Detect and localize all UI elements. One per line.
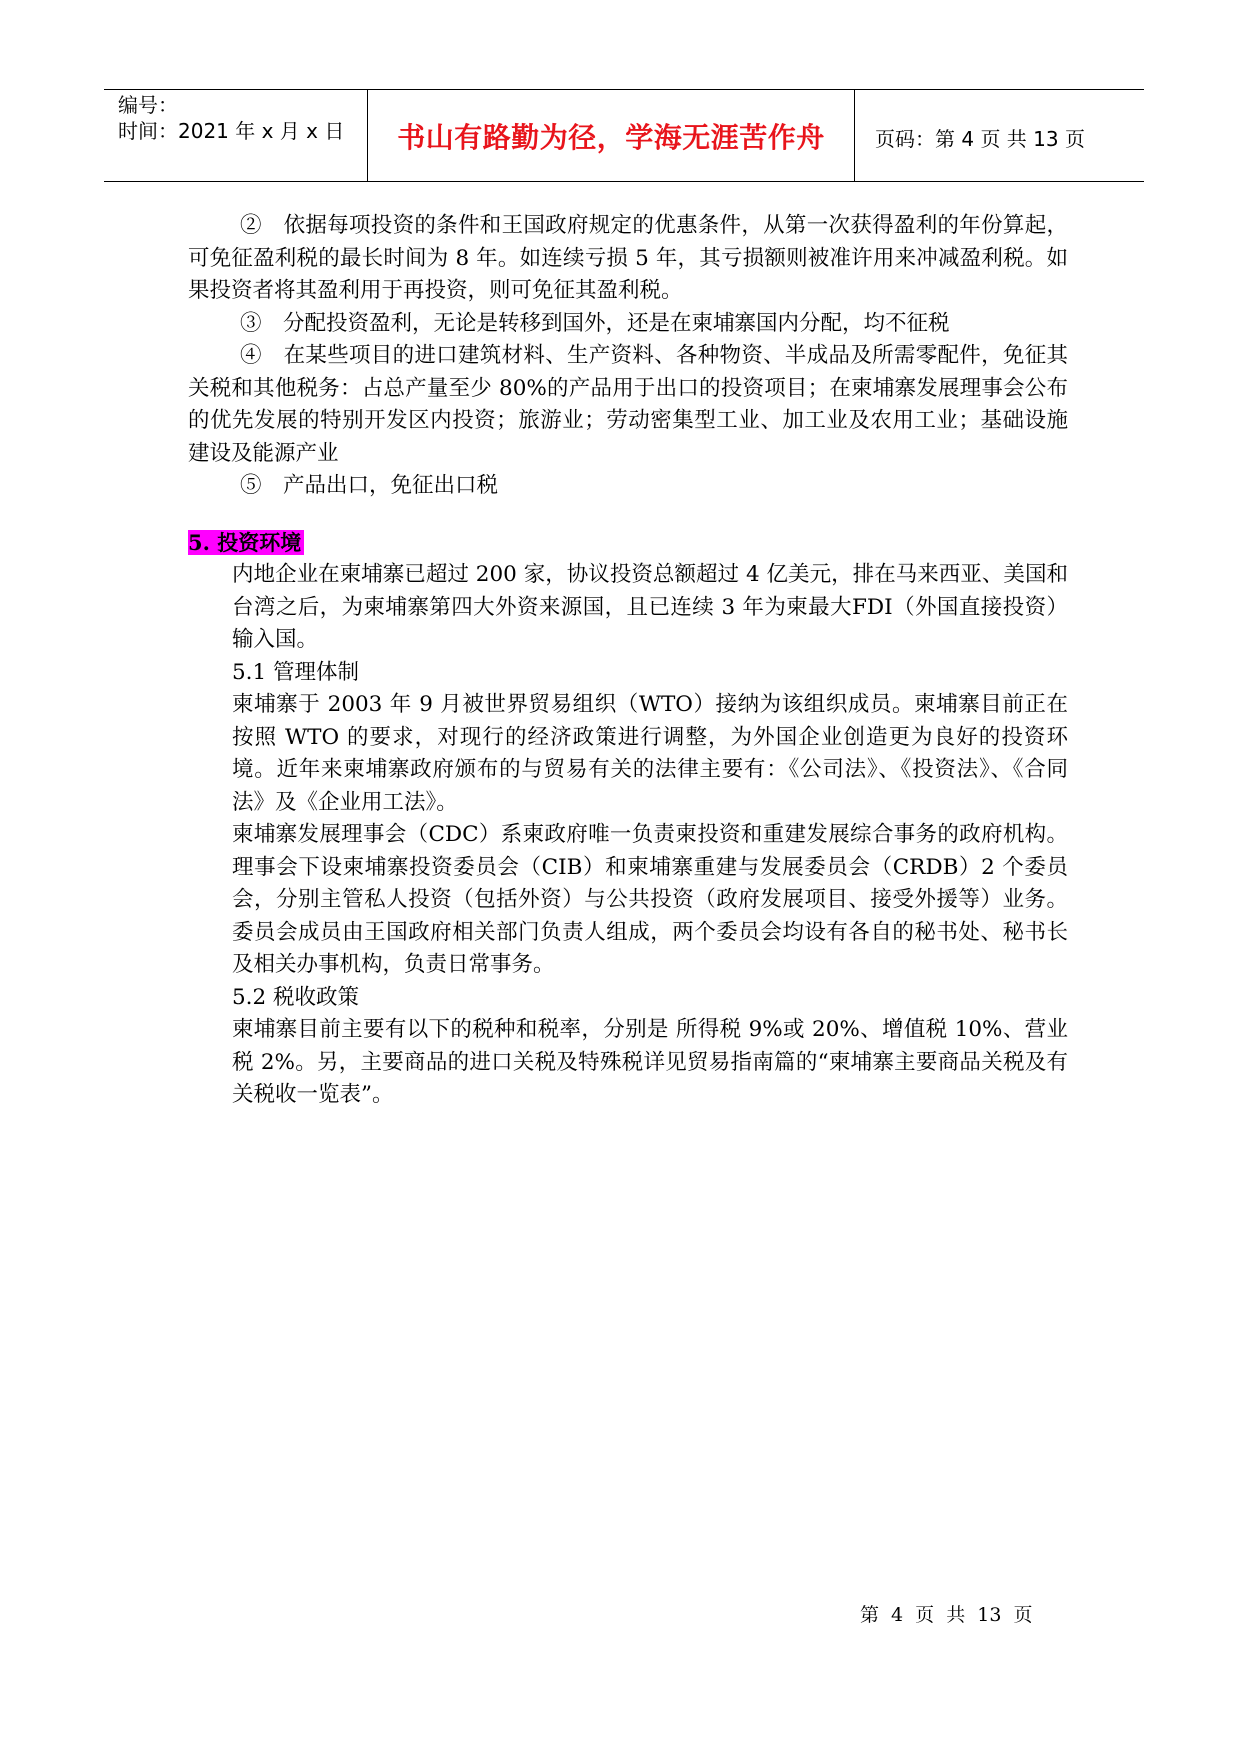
time-label: 时间：2021 年 x 月 x 日 — [118, 119, 345, 143]
section-heading — [188, 527, 1068, 560]
page-footer: 第 4 页 共 13 页 — [860, 1604, 1033, 1626]
serial-number-label: 编号： — [118, 93, 178, 117]
paragraph: 柬埔寨目前主要有以下的税种和税率，分别是 所得税 9%或 20%、增值税 10%、营业税 2%。另，主要商品的进口关税及特殊税详见贸易指南篇的“柬埔寨主要商品关税及有关税收一览表”。 — [232, 1017, 1068, 1107]
list-item: ⑤ 产品出口，免征出口税 — [240, 473, 499, 498]
list-item: ④ 在某些项目的进口建筑材料、生产资料、各种物资、半成品及所需零配件，免征其关税和其他税务：占总产量至少 80%的产品用于出口的投资项目；在柬埔寨发展理事会公布的优先发展的特别开发区内投资；旅游业；劳动密集型工业、加工业及农用工业；基础设施建设及能源产业 — [188, 343, 1068, 466]
header-motto: 书山有路勤为径，学海无涯苦作舟 — [397, 120, 825, 154]
document-body — [188, 210, 1068, 1112]
header-motto-cell — [368, 90, 855, 181]
header-page-cell — [855, 90, 1144, 181]
list-item: ② 依据每项投资的条件和王国政府规定的优惠条件，从第一次获得盈利的年份算起，可免征盈利税的最长时间为 8 年。如连续亏损 5 年，其亏损额则被准许用来冲减盈利税。如果投资者将其盈利用于再投资，则可免征其盈利税。 — [188, 213, 1068, 303]
list-item: ③ 分配投资盈利，无论是转移到国外，还是在柬埔寨国内分配，均不征税 — [240, 310, 950, 336]
paragraph: 柬埔寨发展理事会（CDC）系柬政府唯一负责柬投资和重建发展综合事务的政府机构。理事会下设柬埔寨投资委员会（CIB）和柬埔寨重建与发展委员会（CRDB）2 个委员会，分别主管私人投资（包括外资）与公共投资（政府发展项目、接受外援等）业务。委员会成员由王国政府相关部门负责人组成，两个委员会均设有各自的秘书处、秘书长及相关办事机构，负责日常事务。 — [232, 822, 1068, 977]
subsection-heading: 5.1 管理体制 — [232, 659, 360, 685]
paragraph: 柬埔寨于 2003 年 9 月被世界贸易组织（WTO）接纳为该组织成员。柬埔寨目前正在按照 WTO 的要求，对现行的经济政策进行调整，为外国企业创造更为良好的投资环境。近年来柬埔寨政府颁布的与贸易有关的法律主要有：《公司法》、《投资法》、《合同法》及《企业用工法》。 — [232, 692, 1068, 815]
section-heading-text: 5. 投资环境 — [188, 530, 304, 555]
subsection-heading: 5.2 税收政策 — [232, 984, 360, 1010]
page-header — [104, 89, 1144, 182]
header-meta-cell — [104, 90, 368, 181]
header-page-number: 页码：第 4 页 共 13 页 — [875, 127, 1085, 151]
section-intro: 内地企业在柬埔寨已超过 200 家，协议投资总额超过 4 亿美元，排在马来西亚、美国和台湾之后，为柬埔寨第四大外资来源国，且已连续 3 年为柬最大FDI（外国直接投资）输入国。 — [232, 562, 1068, 652]
